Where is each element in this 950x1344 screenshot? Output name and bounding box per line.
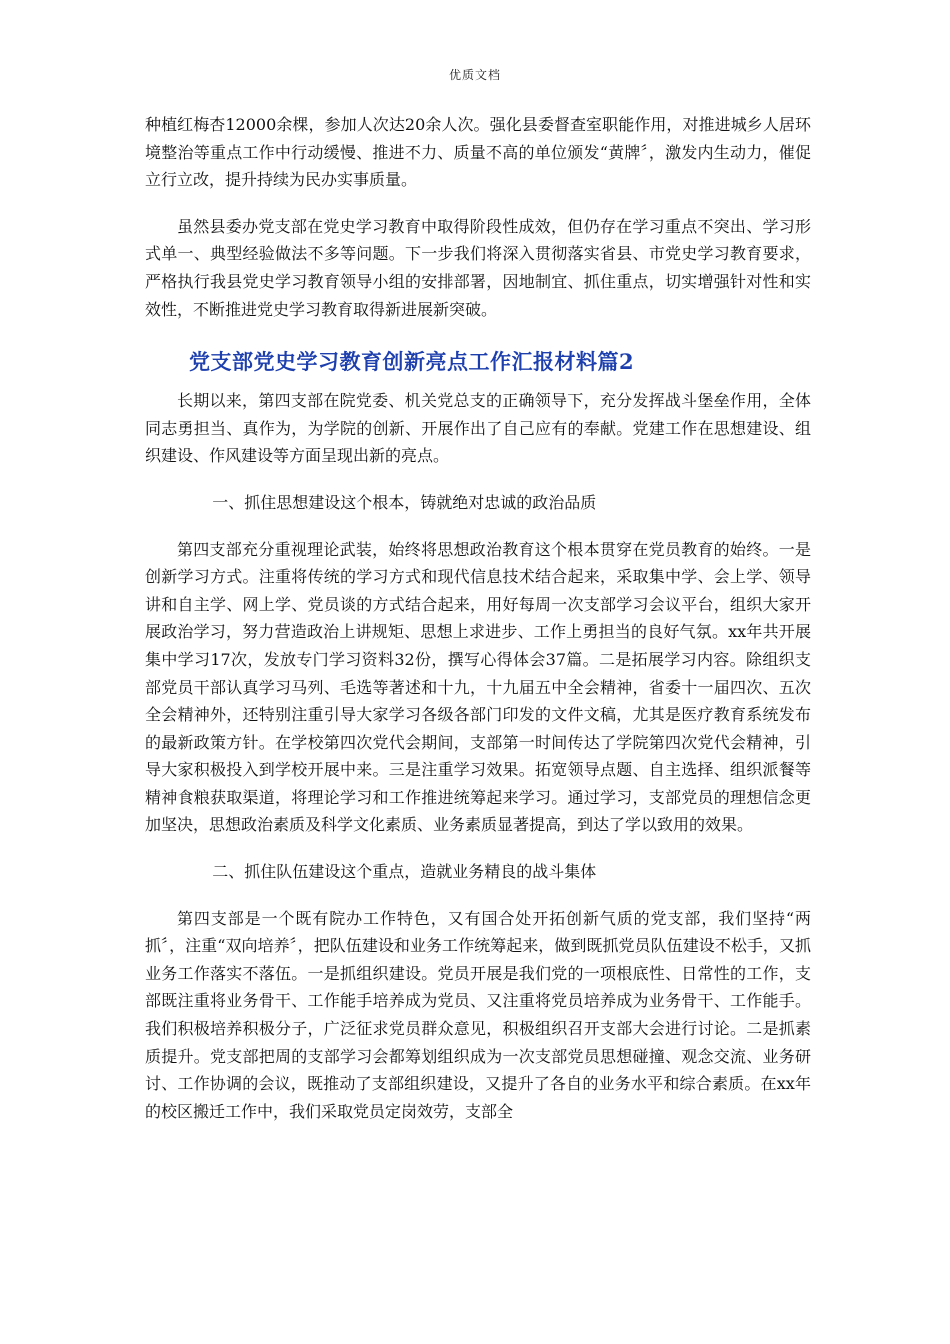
page-header: 优质文档	[448, 68, 501, 82]
section-title: 党支部党史学习教育创新亮点工作汇报材料篇2	[189, 349, 635, 375]
subheading-ideology: 一、抓住思想建设这个根本，铸就绝对忠诚的政治品质	[212, 492, 597, 512]
document-body	[145, 111, 811, 1125]
paragraph-continuation: 种植红梅杏12000余棵，参加人次达20余人次。强化县委督查室职能作用，对推进城乡人居环境整治等重点工作中行动缓慢、推进不力、质量不高的单位颁发“黄牌〞，激发内生动力，催促立行立改，提升持续为民办实事质量。	[145, 115, 811, 190]
paragraph-team: 第四支部是一个既有院办工作特色，又有国合处开拓创新气质的党支部，我们坚持“两抓〞，注重“双向培养〞，把队伍建设和业务工作统筹起来，做到既抓党员队伍建设不松手，又抓业务工作落实不落伍。一是抓组织建设。党员开展是我们党的一项根底性、日常性的工作，支部既注重将业务骨干、工作能手培养成为党员、又注重将党员培养成为业务骨干、工作能手。我们积极培养积极分子，广泛征求党员群众意见，积极组织召开支部大会进行讨论。二是抓素质提升。党支部把周的支部学习会都筹划组织成为一次支部党员思想碰撞、观念交流、业务研讨、工作协调的会议，既推动了支部组织建设，又提升了各自的业务水平和综合素质。在xx年的校区搬迁工作中，我们采取党员定岗效劳，支部全	[145, 908, 811, 1121]
paragraph-intro: 长期以来，第四支部在院党委、机关党总支的正确领导下，充分发挥战斗堡垒作用，全体同志勇担当、真作为，为学院的创新、开展作出了自己应有的奉献。党建工作在思想建设、组织建设、作风建设等方面呈现出新的亮点。	[145, 391, 811, 466]
paragraph-ideology: 第四支部充分重视理论武装，始终将思想政治教育这个根本贯穿在党员教育的始终。一是创新学习方式。注重将传统的学习方式和现代信息技术结合起来，采取集中学、会上学、领导讲和自主学、网上学、党员谈的方式结合起来，用好每周一次支部学习会议平台，组织大家开展政治学习，努力营造政治上讲规矩、思想上求进步、工作上勇担当的良好气氛。xx年共开展集中学习17次，发放专门学习资料32份，撰写心得体会37篇。二是拓展学习内容。除组织支部党员干部认真学习马列、毛选等著述和十九，十九届五中全会精神，省委十一届四次、五次全会精神外，还特别注重引导大家学习各级各部门印发的文件文稿，尤其是医疗教育系统发布的最新政策方针。在学校第四次党代会期间，支部第一时间传达了学院第四次党代会精神，引导大家积极投入到学校开展中来。三是注重学习效果。拓宽领导点题、自主选择、组织派餐等精神食粮获取渠道，将理论学习和工作推进统筹起来学习。通过学习，支部党员的理想信念更加坚决，思想政治素质及科学文化素质、业务素质显著提高，到达了学以致用的效果。	[145, 539, 811, 835]
subheading-team: 二、抓住队伍建设这个重点，造就业务精良的战斗集体	[212, 862, 597, 882]
paragraph-summary: 虽然县委办党支部在党史学习教育中取得阶段性成效，但仍存在学习重点不突出、学习形式单一、典型经验做法不多等问题。下一步我们将深入贯彻落实省县、市党史学习教育要求，严格执行我县党史学习教育领导小组的安排部署，因地制宜、抓住重点，切实增强针对性和实效性，不断推进党史学习教育取得新进展新突破。	[145, 216, 811, 319]
